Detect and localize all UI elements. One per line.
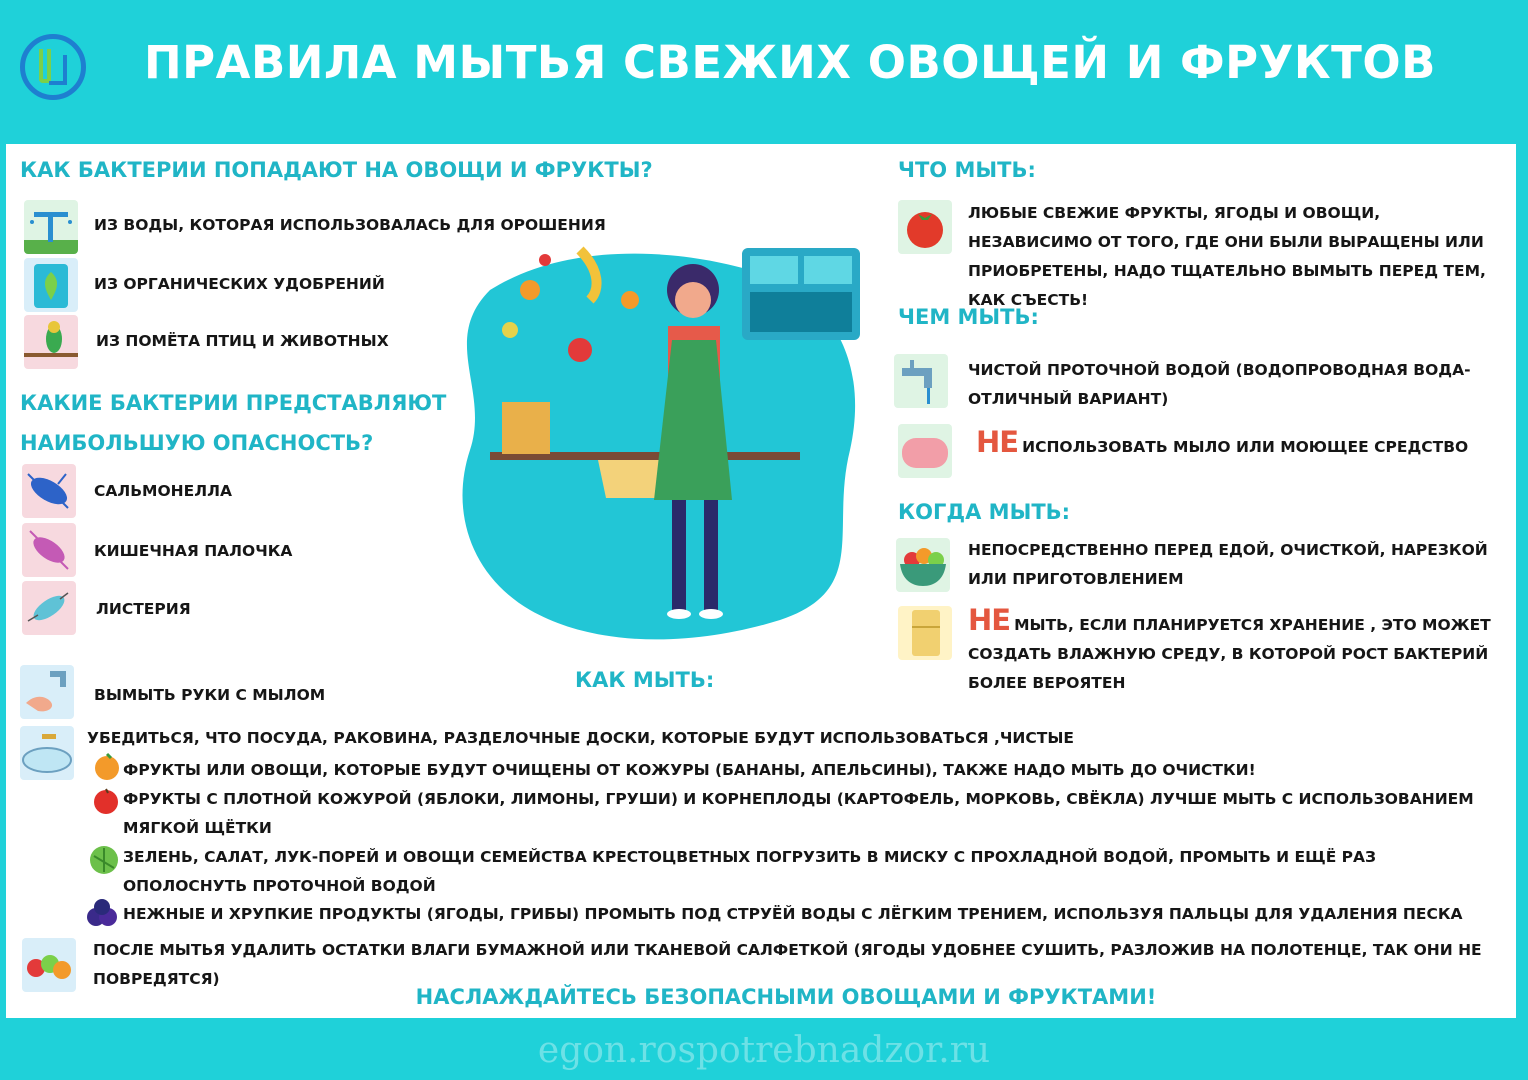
how-dishes: УБЕДИТЬСЯ, ЧТО ПОСУДА, РАКОВИНА, РАЗДЕЛОЧНЫЕ ДОСКИ, КОТОРЫЕ БУДУТ ИСПОЛЬЗОВАТЬСЯ ,ЧИСТЫЕ	[87, 729, 1074, 747]
listeria-icon	[22, 581, 76, 635]
fertilizer-bag-icon	[24, 258, 78, 312]
hand-wash-icon	[20, 665, 74, 719]
enjoy-slogan: НАСЛАЖДАЙТЕСЬ БЕЗОПАСНЫМИ ОВОЩАМИ И ФРУКТАМИ!	[415, 985, 1157, 1009]
watermark: egon.rospotrebnadzor.ru	[537, 1030, 991, 1071]
how-hands: ВЫМЫТЬ РУКИ С МЫЛОМ	[94, 686, 326, 704]
fridge-icon	[898, 606, 952, 660]
logo-icon	[20, 34, 86, 100]
bacteria-heading-line2: НАИБОЛЬШУЮ ОПАСНОСТЬ?	[20, 431, 374, 455]
bacteria-e-coli: КИШЕЧНАЯ ПАЛОЧКА	[94, 542, 293, 560]
with-heading: ЧЕМ МЫТЬ:	[898, 305, 1039, 329]
when-text: НЕПОСРЕДСТВЕННО ПЕРЕД ЕДОЙ, ОЧИСТКОЙ, НАРЕЗКОЙ ИЛИ ПРИГОТОВЛЕНИЕМ	[968, 541, 1488, 588]
berries-icon	[82, 895, 122, 931]
not-label: НЕ	[976, 425, 1019, 459]
header	[0, 0, 1528, 140]
how-firm: ФРУКТЫ С ПЛОТНОЙ КОЖУРОЙ (ЯБЛОКИ, ЛИМОНЫ, ГРУШИ) И КОРНЕПЛОДЫ (КАРТОФЕЛЬ, МОРКОВЬ, СВЁКЛА) ЛУЧШЕ МЫТЬ С ИСПОЛЬЗОВАНИЕМ МЯГКОЙ ЩЁТКИ	[123, 790, 1474, 837]
orange-icon	[93, 752, 121, 782]
source-item-fertilizer: ИЗ ОРГАНИЧЕСКИХ УДОБРЕНИЙ	[94, 275, 385, 293]
tomato-icon	[898, 200, 952, 254]
sprinkler-icon	[24, 200, 78, 254]
storage-text: МЫТЬ, ЕСЛИ ПЛАНИРУЕТСЯ ХРАНЕНИЕ , ЭТО МОЖЕТ СОЗДАТЬ ВЛАЖНУЮ СРЕДУ, В КОТОРОЙ РОСТ БАКТЕРИЙ БОЛЕЕ ВЕРОЯТЕН	[968, 616, 1491, 692]
what-heading: ЧТО МЫТЬ:	[898, 158, 1036, 182]
what-text: ЛЮБЫЕ СВЕЖИЕ ФРУКТЫ, ЯГОДЫ И ОВОЩИ, НЕЗАВИСИМО ОТ ТОГО, ГДЕ ОНИ БЫЛИ ВЫРАЩЕНЫ ИЛИ ПРИОБРЕТЕНЫ, НАДО ТЩАТЕЛЬНО ВЫМЫТЬ ПЕРЕД ТЕМ, КАК СЪЕСТЬ!	[968, 204, 1486, 309]
woman-washing-illustration	[450, 230, 880, 650]
lettuce-icon	[86, 840, 122, 876]
when-heading: КОГДА МЫТЬ:	[898, 500, 1071, 524]
storage-warning	[968, 603, 1508, 698]
fruit-bowl-icon	[896, 538, 950, 592]
source-item-droppings: ИЗ ПОМЁТА ПТИЦ И ЖИВОТНЫХ	[96, 332, 389, 350]
salmonella-icon	[22, 464, 76, 518]
not-label-2: НЕ	[968, 603, 1011, 637]
sink-icon	[20, 726, 74, 780]
how-delicate: НЕЖНЫЕ И ХРУПКИЕ ПРОДУКТЫ (ЯГОДЫ, ГРИБЫ) ПРОМЫТЬ ПОД СТРУЁЙ ВОДЫ С ЛЁГКИМ ТРЕНИЕМ, ИСПОЛЬЗУЯ ПАЛЬЦЫ ДЛЯ УДАЛЕНИЯ ПЕСКА	[123, 905, 1463, 923]
how-peel: ФРУКТЫ ИЛИ ОВОЩИ, КОТОРЫЕ БУДУТ ОЧИЩЕНЫ ОТ КОЖУРЫ (БАНАНЫ, АПЕЛЬСИНЫ), ТАКЖЕ НАДО МЫТЬ ДО ОЧИСТКИ!	[123, 761, 1256, 779]
soap-text: ИСПОЛЬЗОВАТЬ МЫЛО ИЛИ МОЮЩЕЕ СРЕДСТВО	[1022, 438, 1469, 456]
fruit-basket-icon	[22, 938, 76, 992]
how-dry: ПОСЛЕ МЫТЬЯ УДАЛИТЬ ОСТАТКИ ВЛАГИ БУМАЖНОЙ ИЛИ ТКАНЕВОЙ САЛФЕТКОЙ (ЯГОДЫ УДОБНЕЕ СУШИТЬ, РАЗЛОЖИВ НА ПОЛОТЕНЦЕ, ТАК ОНИ НЕ ПОВРЕДЯТСЯ)	[93, 941, 1482, 988]
how-heading: КАК МЫТЬ:	[575, 668, 715, 692]
source-item-water: ИЗ ВОДЫ, КОТОРАЯ ИСПОЛЬЗОВАЛАСЬ ДЛЯ ОРОШЕНИЯ	[94, 216, 606, 234]
soap-icon	[898, 424, 952, 478]
bacteria-salmonella: САЛЬМОНЕЛЛА	[94, 482, 232, 500]
with-text: ЧИСТОЙ ПРОТОЧНОЙ ВОДОЙ (ВОДОПРОВОДНАЯ ВОДА- ОТЛИЧНЫЙ ВАРИАНТ)	[968, 361, 1471, 408]
soap-warning	[976, 425, 1469, 462]
page-title: ПРАВИЛА МЫТЬЯ СВЕЖИХ ОВОЩЕЙ И ФРУКТОВ	[144, 36, 1436, 89]
how-greens: ЗЕЛЕНЬ, САЛАТ, ЛУК-ПОРЕЙ И ОВОЩИ СЕМЕЙСТВА КРЕСТОЦВЕТНЫХ ПОГРУЗИТЬ В МИСКУ С ПРОХЛАДНОЙ ВОДОЙ, ПРОМЫТЬ И ЕЩЁ РАЗ ОПОЛОСНУТЬ ПРОТОЧНОЙ ВОДОЙ	[123, 848, 1377, 895]
faucet-icon	[894, 354, 948, 408]
bacteria-heading-line1: КАКИЕ БАКТЕРИИ ПРЕДСТАВЛЯЮТ	[20, 391, 447, 415]
e-coli-icon	[22, 523, 76, 577]
parrot-icon	[24, 315, 78, 369]
apple-icon	[91, 785, 121, 815]
sources-heading: КАК БАКТЕРИИ ПОПАДАЮТ НА ОВОЩИ И ФРУКТЫ?	[20, 158, 653, 182]
bacteria-listeria: ЛИСТЕРИЯ	[96, 600, 191, 618]
